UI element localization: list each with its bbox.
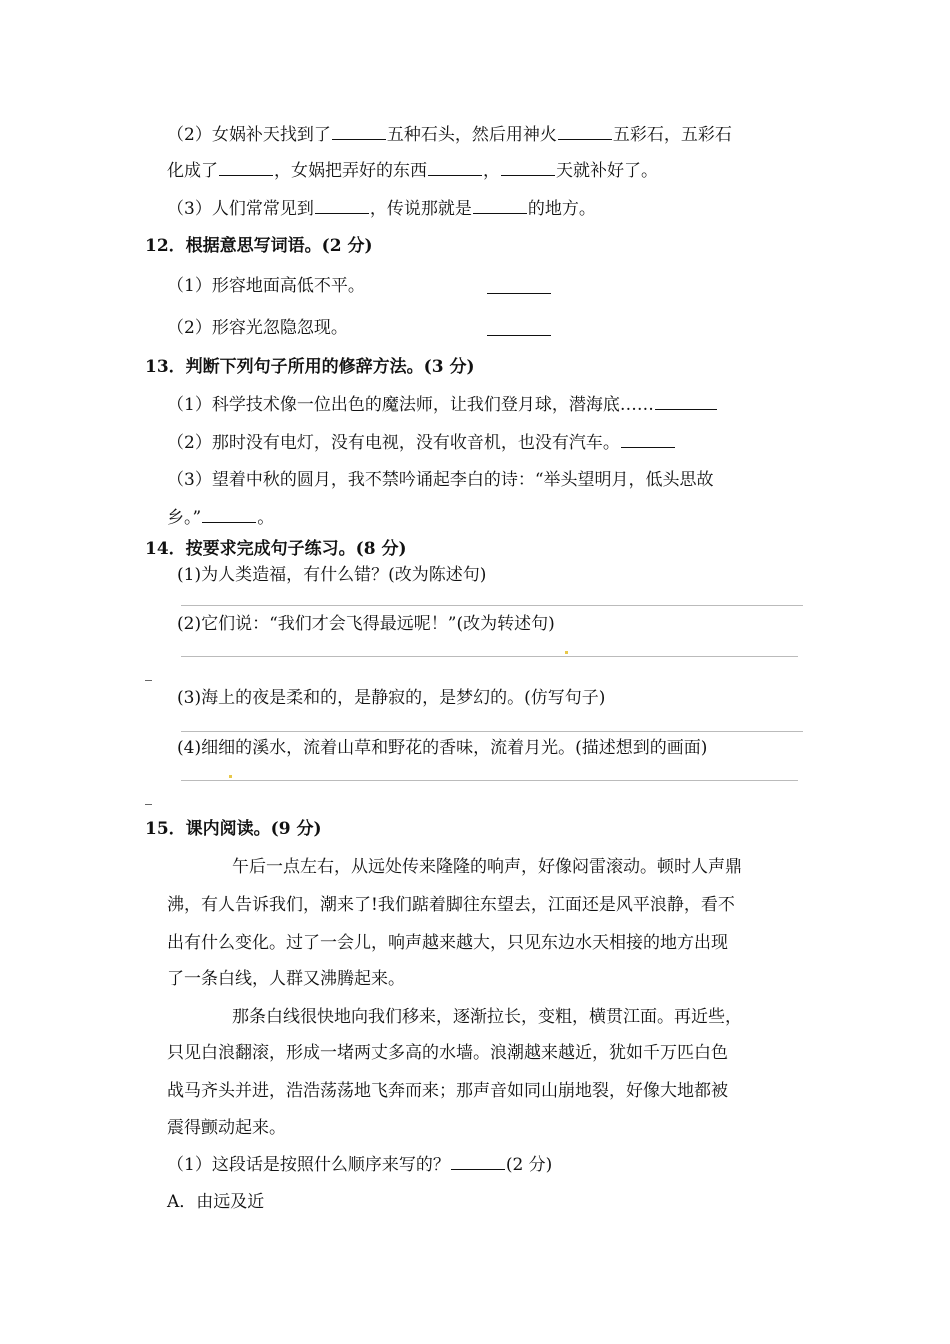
- text-seg: ，: [483, 161, 500, 181]
- q15-para2-line4: 震得颤动起来。: [167, 1118, 286, 1138]
- q14-item1: (1)为人类造福，有什么错？(改为陈述句): [177, 565, 487, 585]
- dash-mark: [145, 804, 152, 805]
- fill-blank[interactable]: [501, 161, 555, 176]
- text-seg: (2 分): [505, 1155, 553, 1175]
- q14-heading: 14．按要求完成句子练习。(8 分): [145, 539, 407, 559]
- speck: [565, 651, 568, 654]
- q12-item1: （1）形容地面高低不平。: [167, 276, 365, 296]
- text-seg: 天就补好了。: [556, 161, 658, 181]
- text-seg: 五彩石，五彩石: [612, 125, 732, 145]
- q11-item2-line2: [167, 160, 658, 182]
- q14-answer-line-4[interactable]: [181, 780, 798, 781]
- q15-heading: 15．课内阅读。(9 分): [145, 819, 322, 839]
- text-seg: ，传说那就是: [369, 199, 472, 219]
- q12-blank2[interactable]: [487, 321, 551, 336]
- q12-blank1[interactable]: [487, 279, 551, 294]
- fill-blank[interactable]: [202, 508, 256, 523]
- q15-para2-line1: 那条白线很快地向我们移来，逐渐拉长，变粗，横贯江面。再近些，: [232, 1007, 742, 1027]
- text-seg: 的地方。: [527, 199, 596, 219]
- fill-blank[interactable]: [219, 161, 273, 176]
- fill-blank[interactable]: [473, 199, 527, 214]
- q14-answer-line-3[interactable]: [181, 731, 803, 732]
- text-seg: （2）那时没有电灯，没有电视，没有收音机，也没有汽车。: [167, 433, 620, 453]
- speck: [229, 775, 232, 778]
- fill-blank[interactable]: [428, 161, 482, 176]
- q15-para2-line3: 战马齐头并进，浩浩荡荡地飞奔而来；那声音如同山崩地裂，好像大地都被: [167, 1081, 728, 1101]
- text-seg: （1）科学技术像一位出色的魔法师，让我们登月球，潜海底……: [167, 395, 654, 415]
- text-seg: ，女娲把弄好的东西: [274, 161, 427, 181]
- q13-item3-line1: （3）望着中秋的圆月，我不禁吟诵起李白的诗：“举头望明月，低头思故: [167, 470, 714, 490]
- q15-para2-line2: 只见白浪翻滚，形成一堵两丈多高的水墙。浪潮越来越近，犹如千万匹白色: [167, 1043, 728, 1063]
- text-seg: （3）人们常常见到: [167, 199, 314, 219]
- q15-option-a[interactable]: A．由远及近: [167, 1192, 265, 1212]
- fill-blank[interactable]: [315, 199, 369, 214]
- q14-answer-line-1[interactable]: [181, 605, 803, 606]
- q15-para1-line4: 了一条白线，人群又沸腾起来。: [167, 969, 405, 989]
- q15-para1-line2: 沸，有人告诉我们，潮来了!我们踮着脚往东望去，江面还是风平浪静，看不: [167, 895, 735, 915]
- text-seg: （2）女娲补天找到了: [167, 125, 331, 145]
- q12-heading: 12．根据意思写词语。(2 分): [145, 236, 373, 256]
- q14-item3: (3)海上的夜是柔和的，是静寂的，是梦幻的。(仿写句子): [177, 688, 606, 708]
- q13-item3-line2: [167, 507, 274, 529]
- q11-item2-line1: [167, 124, 732, 146]
- dash-mark: [145, 680, 152, 681]
- q11-item3: [167, 198, 596, 220]
- q13-heading: 13．判断下列句子所用的修辞方法。(3 分): [145, 357, 475, 377]
- q14-item4: (4)细细的溪水，流着山草和野花的香味，流着月光。(描述想到的画面): [177, 738, 708, 758]
- fill-blank[interactable]: [451, 1155, 505, 1170]
- q13-item2: [167, 432, 676, 454]
- q15-para1-line1: 午后一点左右，从远处传来隆隆的响声，好像闷雷滚动。顿时人声鼎: [232, 857, 742, 877]
- fill-blank[interactable]: [621, 433, 675, 448]
- fill-blank[interactable]: [655, 395, 717, 410]
- text-seg: 化成了: [167, 161, 218, 181]
- fill-blank[interactable]: [558, 125, 612, 140]
- q15-sub1: [167, 1154, 552, 1176]
- q14-answer-line-2[interactable]: [181, 656, 798, 657]
- text-seg: （1）这段话是按照什么顺序来写的？: [167, 1155, 450, 1175]
- q14-item2: (2)它们说：“我们才会飞得最远呢！”(改为转述句): [177, 614, 555, 634]
- q15-para1-line3: 出有什么变化。过了一会儿，响声越来越大，只见东边水天相接的地方出现: [167, 933, 728, 953]
- q12-item2: （2）形容光忽隐忽现。: [167, 318, 348, 338]
- fill-blank[interactable]: [332, 125, 386, 140]
- text-seg: 。: [257, 508, 275, 528]
- text-seg: 乡。”: [167, 508, 202, 528]
- q13-item1: [167, 394, 718, 416]
- text-seg: 五种石头，然后用神火: [386, 125, 557, 145]
